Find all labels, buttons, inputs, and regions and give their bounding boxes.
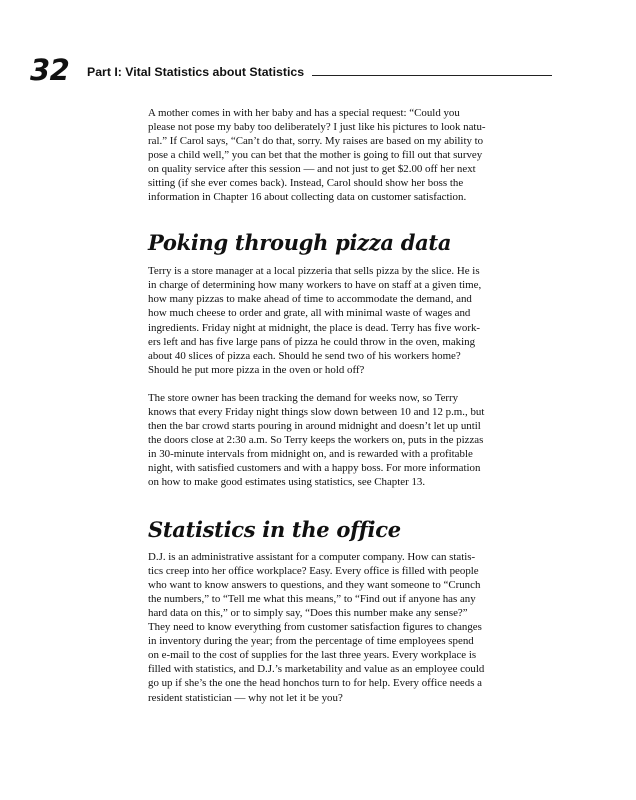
text-line: information in Chapter 16 about collecting data on customer satisfaction.: [148, 191, 467, 204]
text-line: on e-mail to the cost of supplies for the last three years. Every workplace is: [148, 649, 477, 662]
heading-statistics-office: Statistics in the office: [148, 517, 401, 543]
text-line: go up if she’s the one the head honchos turn to for help. Every office needs a: [148, 677, 482, 690]
text-line: on how to make good estimates using statistics, see Chapter 13.: [148, 475, 426, 488]
text-line: how much cheese to order and grate, all with minimal waste of wages and: [148, 307, 471, 320]
text-line: night, with satisfied customers and with a happy boss. For more information: [148, 461, 481, 474]
text-line: in 30-minute intervals from midnight on, and is rewarded with a profitable: [148, 447, 473, 460]
text-line: ingredients. Friday night at midnight, the place is dead. Terry has five work-: [148, 321, 481, 334]
text-line: The store owner has been tracking the demand for weeks now, so Terry: [148, 391, 459, 404]
paragraph-carol: [148, 106, 556, 204]
text-line: please not pose my baby too deliberately? I just like his pictures to look natu-: [148, 121, 486, 134]
text-line: tics creep into her office workplace? Easy. Every office is filled with people: [148, 565, 479, 578]
text-line: who want to know answers to questions, and they want someone to “Crunch: [148, 579, 481, 592]
text-line: Should he put more pizza in the oven or hold off?: [148, 363, 365, 376]
text-line: about 40 slices of pizza each. Should he send two of his workers home?: [148, 349, 461, 362]
page-body: [148, 106, 556, 705]
text-line: then the bar crowd starts pouring in around midnight and doesn’t let up until: [148, 419, 481, 432]
text-line: A mother comes in with her baby and has a special request: “Could you: [148, 107, 460, 119]
text-line: sitting (if she ever comes back). Instead, Carol should show her boss the: [148, 177, 464, 190]
text-line: ral.” If Carol says, “Can’t do that, sorry. My raises are based on my ability to: [148, 135, 484, 148]
paragraph-terry-solution: [148, 391, 556, 489]
header-rule: [312, 75, 552, 76]
paragraph-terry-intro: [148, 264, 556, 376]
text-line: the doors close at 2:30 a.m. So Terry keeps the workers on, puts in the pizzas: [148, 433, 484, 446]
text-line: the numbers,” to “Tell me what this means,” to “Find out if anyone has any: [148, 593, 476, 606]
text-line: They need to know everything from customer satisfaction figures to changes: [148, 621, 482, 634]
text-line: D.J. is an administrative assistant for a computer company. How can statis-: [148, 551, 476, 564]
text-line: knows that every Friday night things slow down between 10 and 12 p.m., but: [148, 405, 485, 418]
page-number: 32: [30, 53, 70, 87]
running-head: Part I: Vital Statistics about Statistics: [87, 65, 305, 79]
text-line: ers left and has five large pans of pizza he could throw in the oven, making: [148, 335, 476, 348]
text-line: filled with statistics, and D.J.’s marketability and value as an employee could: [148, 663, 485, 676]
text-line: in inventory during the year; from the percentage of time employees spend: [148, 635, 474, 648]
text-line: in charge of determining how many workers to have on staff at a given time,: [148, 279, 482, 292]
text-line: on quality service after this session — and not just to get $2.00 off her next: [148, 163, 476, 176]
text-line: Terry is a store manager at a local pizzeria that sells pizza by the slice. He is: [148, 265, 480, 278]
text-line: hard data on this,” or to simply say, “Does this number make any sense?”: [148, 607, 468, 620]
text-line: resident statistician — why not let it be you?: [148, 691, 343, 704]
paragraph-dj-office: [148, 550, 556, 705]
heading-pizza-data: Poking through pizza data: [148, 230, 452, 256]
text-line: pose a child well,” you can bet that the mother is going to fill out that survey: [148, 149, 483, 162]
text-line: how many pizzas to make ahead of time to accommodate the demand, and: [148, 293, 472, 306]
